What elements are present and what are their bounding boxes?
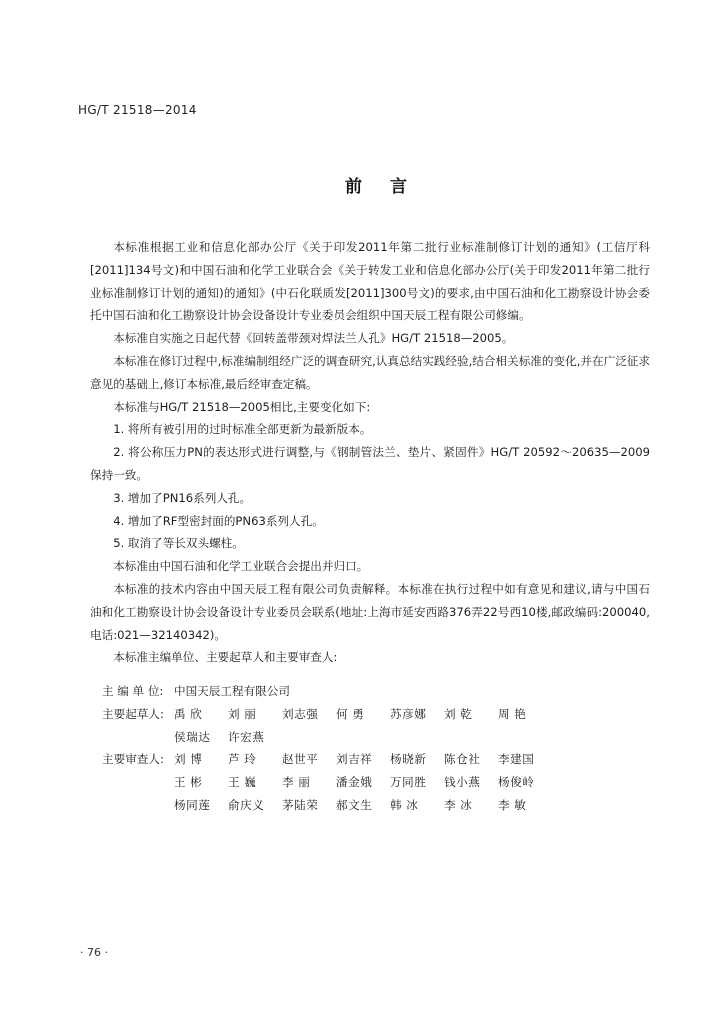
page-number: · 76 · — [80, 946, 108, 959]
paragraph-revision-process: 本标准在修订过程中,标准编制组经广泛的调查研究,认真总结实践经验,结合相关标准的变化,并在广泛征求意见的基础上,修订本标准,最后经审查定稿。 — [90, 353, 650, 391]
drafter-name: 周 艳 — [498, 706, 527, 721]
drafter-name: 禹 欣 — [174, 706, 203, 721]
change-item-5: 5. 取消了等长双头螺柱。 — [113, 536, 244, 551]
paragraph-replacement: 本标准自实施之日起代替《回转盖带颈对焊法兰人孔》HG/T 21518—2005。 — [113, 331, 514, 346]
document-code: HG/T 21518—2014 — [78, 103, 197, 117]
reviewer-name: 李建国 — [498, 752, 535, 767]
drafter-name: 刘 丽 — [228, 706, 257, 721]
reviewer-name: 杨晓新 — [390, 752, 427, 767]
change-item-3: 3. 增加了PN16系列人孔。 — [113, 490, 252, 505]
reviewer-name: 李 冰 — [444, 797, 473, 812]
page-title: 前言 — [345, 177, 435, 197]
change-item-2: 2. 将公称压力PN的表达形式进行调整,与《钢制管法兰、垫片、紧固件》HG/T 20592～20635—2009保持一致。 — [90, 445, 650, 482]
reviewer-name: 茅陆荣 — [282, 797, 319, 812]
change-item-1: 1. 将所有被引用的过时标准全部更新为最新版本。 — [113, 422, 372, 437]
drafters-label: 主要起草人: — [102, 706, 164, 721]
reviewer-name: 杨俊岭 — [498, 775, 535, 790]
reviewer-name: 刘吉祥 — [336, 752, 373, 767]
drafters-row-1 — [102, 703, 552, 726]
reviewers-row-2 — [102, 771, 552, 794]
drafter-name: 侯瑞达 — [174, 729, 211, 744]
drafters-row-2 — [102, 726, 552, 749]
chief-unit-label: 主 编 单 位: — [102, 684, 164, 698]
chief-unit-name: 中国天辰工程有限公司 — [174, 684, 290, 698]
reviewer-name: 李 丽 — [282, 775, 311, 790]
paragraph-basis: 本标准根据工业和信息化部办公厅《关于印发2011年第二批行业标准制修订计划的通知》(工信厅科[2011]134号文)和中国石油和化学工业联合会《关于转发工业和信息化部办公厅(关于印发2011年第二批行业标准制修订计划的通知)的通知》(中石化联质发[2011]300号文)的要求,由中国石油和化工勘察设计协会委托中国石油和化工勘察设计协会设备设计专业委员会组织中国天辰工程有限公司修编。 — [90, 240, 650, 323]
reviewer-name: 潘金娥 — [336, 775, 373, 790]
reviewer-name: 俞庆义 — [228, 797, 265, 812]
reviewer-name: 芦 玲 — [228, 752, 257, 767]
paragraph-proposer: 本标准由中国石油和化学工业联合会提出并归口。 — [113, 559, 369, 574]
reviewers-row-1 — [102, 748, 552, 771]
drafter-name: 许宏燕 — [228, 729, 265, 744]
reviewers-label: 主要审查人: — [102, 752, 164, 767]
reviewer-name: 郝文生 — [336, 797, 373, 812]
chief-unit-row — [102, 680, 552, 703]
reviewer-name: 李 敏 — [498, 797, 527, 812]
reviewer-name: 王 巍 — [228, 775, 257, 790]
foreword-body — [90, 236, 650, 669]
reviewer-name: 杨同莲 — [174, 797, 211, 812]
reviewer-name: 王 彬 — [174, 775, 203, 790]
change-item-4: 4. 增加了RF型密封面的PN63系列人孔。 — [113, 513, 324, 528]
reviewer-name: 陈仓社 — [444, 752, 481, 767]
drafter-name: 苏彦娜 — [390, 706, 427, 721]
reviewer-name: 赵世平 — [282, 752, 319, 767]
reviewer-name: 万同胜 — [390, 775, 427, 790]
drafter-name: 刘志强 — [282, 706, 319, 721]
paragraph-staff-intro: 本标准主编单位、主要起草人和主要审查人: — [113, 650, 338, 665]
paragraph-changes-intro: 本标准与HG/T 21518—2005相比,主要变化如下: — [113, 399, 371, 414]
reviewer-name: 钱小燕 — [444, 775, 481, 790]
drafter-name: 刘 乾 — [444, 706, 473, 721]
reviewers-row-3 — [102, 794, 552, 817]
reviewer-name: 韩 冰 — [390, 797, 419, 812]
paragraph-interpretation: 本标准的技术内容由中国天辰工程有限公司负责解释。本标准在执行过程中如有意见和建议,请与中国石油和化工勘察设计协会设备设计专业委员会联系(地址:上海市延安西路376弄22号西10楼,邮政编码:200040,电话:021—32140342)。 — [90, 581, 650, 642]
drafter-name: 何 勇 — [336, 706, 365, 721]
staff-list — [102, 680, 552, 817]
reviewer-name: 刘 博 — [174, 752, 203, 767]
